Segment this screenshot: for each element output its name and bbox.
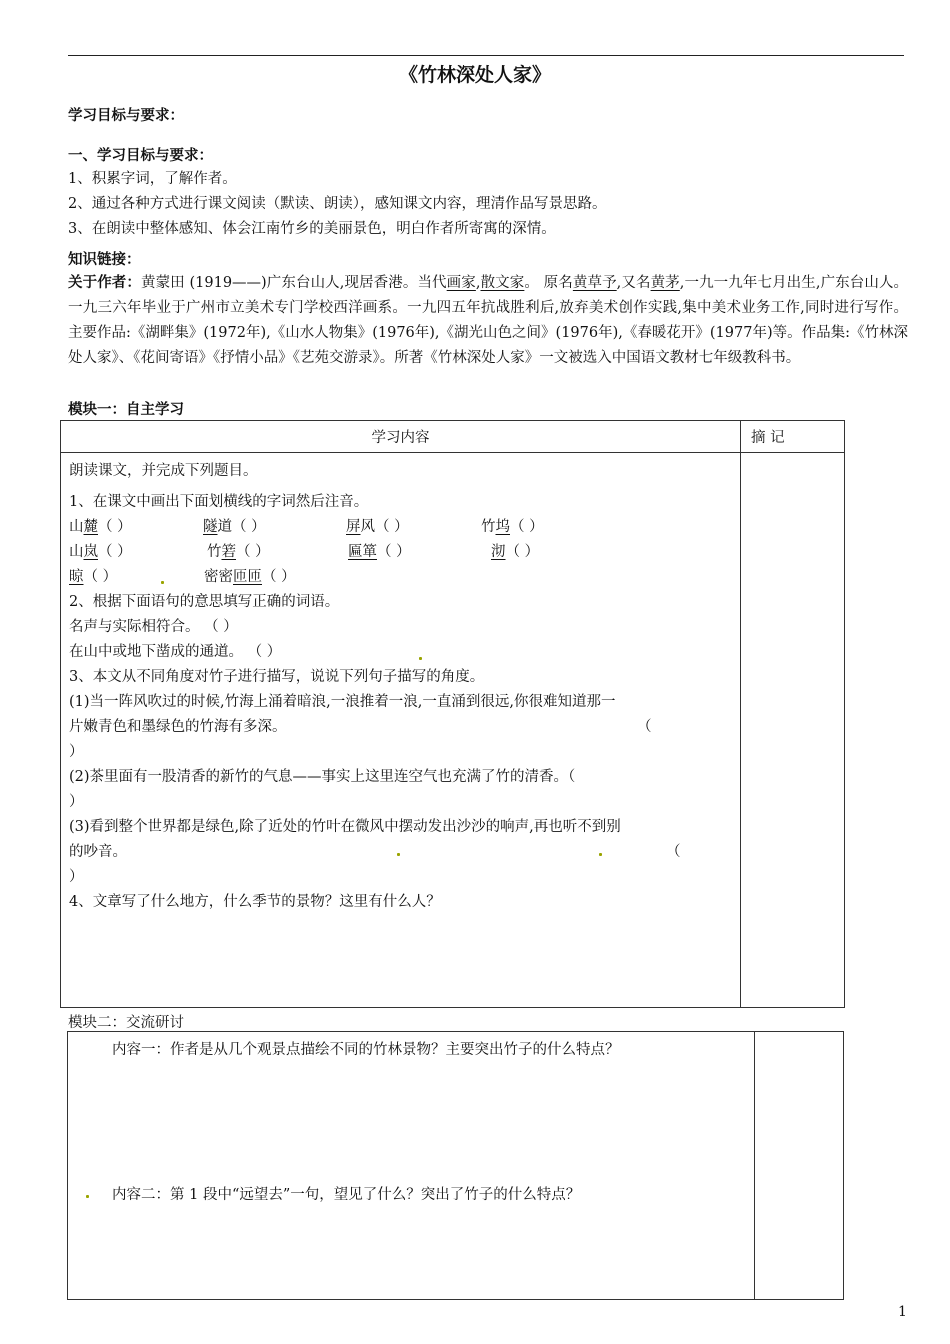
page-number: 1 (898, 1304, 907, 1320)
module2-table (67, 1031, 844, 1300)
word-item: 隧道（ ） (203, 519, 266, 535)
word-item: 匾箪（ ） (348, 544, 411, 560)
sentence-1b: 片嫩青色和墨绿色的竹海有多深。 (69, 719, 287, 735)
question-1: 1、在课文中画出下面划横线的字词然后注音。 (69, 494, 369, 510)
module1-notes-cell (741, 453, 845, 1008)
author-label: 关于作者： (68, 274, 141, 291)
goal-item: 2、通过各种方式进行课文阅读（默读、朗读），感知课文内容，理清作品写景思路。 (68, 196, 607, 212)
sentence-3a: (3)看到整个世界都是绿色,除了近处的竹叶在微风中摆动发出沙沙的响声,再也听不到别 (69, 819, 621, 835)
word-item: 沏（ ） (491, 544, 540, 560)
stray-dot (599, 853, 602, 856)
sentence-2-close: ） (69, 794, 84, 810)
module2-content-cell (68, 1032, 755, 1300)
sentence-1-open: （ (637, 719, 652, 735)
module1-content-cell (61, 453, 741, 1008)
question-2a: 名声与实际相符合。 （ ） (69, 619, 238, 635)
sentence-3b: 的吵音。 (69, 844, 127, 860)
discussion-item-2: 内容二：第 1 段中“远望去”一句，望见了什么？突出了竹子的什么特点？ (112, 1187, 581, 1203)
question-2: 2、根据下面语句的意思填写正确的词语。 (69, 594, 340, 610)
word-item: 屏风（ ） (346, 519, 409, 535)
page-title: 《竹林深处人家》 (398, 64, 551, 86)
sentence-3-close: ） (69, 869, 84, 885)
word-item: 密密匝匝（ ） (204, 569, 296, 585)
author-paragraph: 关于作者：黄蒙田 (1919——)广东台山人,现居香港。当代画家,散文家。 原名黄草予,又名黄茅,一九一九年七月出生,广东台山人。一九三六年毕业于广州市立美术专门学校西洋画系。一九四五年抗战胜利后,放弃美术创作实践,集中美术业务工作,同时进行写作。主要作品:《湖畔集》(1972年),《山水人物集》(1976年),《湖光山色之间》(1976年),《春暖花开》(1977年)等。作品集:《竹林深处人家》、《花间寄语》《抒情小品》《艺苑交游录》。所著《竹林深处人家》一文被选入中国语文教材七年级教科书。 (68, 274, 909, 366)
word-item: 竹箬（ ） (207, 544, 270, 560)
sentence-1a: (1)当一阵风吹过的时候,竹海上涌着暗浪,一浪推着一浪,一直涌到很远,你很难知道那一 (69, 694, 616, 710)
word-item: 晾（ ） (69, 569, 118, 585)
question-4: 4、文章写了什么地方，什么季节的景物？这里有什么人？ (69, 894, 441, 910)
section1-heading: 一、学习目标与要求： (68, 147, 213, 164)
intro-text: 朗读课文，并完成下列题目。 (69, 463, 258, 479)
goal-item: 1、积累字词，了解作者。 (68, 171, 237, 187)
stray-dot (161, 581, 164, 584)
question-2b: 在山中或地下凿成的通道。 （ ） (69, 644, 282, 660)
stray-dot (397, 853, 400, 856)
module1-heading: 模块一：自主学习 (68, 401, 184, 418)
sentence-1-close: ） (69, 744, 84, 760)
sentence-2: (2)茶里面有一股清香的新竹的气息——事实上这里连空气也充满了竹的清香。（ (69, 769, 576, 785)
col-header-notes: 摘 记 (741, 421, 845, 453)
col-header-content: 学习内容 (61, 421, 741, 453)
sentence-3-open: （ (666, 844, 681, 860)
module1-table (60, 420, 845, 1008)
module2-notes-cell (755, 1032, 844, 1300)
stray-dot (419, 657, 422, 660)
word-item: 山麓（ ） (69, 519, 132, 535)
top-rule (68, 55, 904, 56)
stray-dot (86, 1195, 89, 1198)
goals-heading: 学习目标与要求： (68, 107, 184, 124)
goal-item: 3、在朗读中整体感知、体会江南竹乡的美丽景色，明白作者所寄寓的深情。 (68, 221, 556, 237)
module2-heading: 模块二：交流研讨 (68, 1015, 184, 1031)
discussion-item-1: 内容一：作者是从几个观景点描绘不同的竹林景物？主要突出竹子的什么特点？ (112, 1042, 620, 1058)
word-item: 竹坞（ ） (481, 519, 544, 535)
knowledge-heading: 知识链接： (68, 251, 141, 268)
question-3: 3、本文从不同角度对竹子进行描写，说说下列句子描写的角度。 (69, 669, 485, 685)
word-item: 山岚（ ） (69, 544, 132, 560)
